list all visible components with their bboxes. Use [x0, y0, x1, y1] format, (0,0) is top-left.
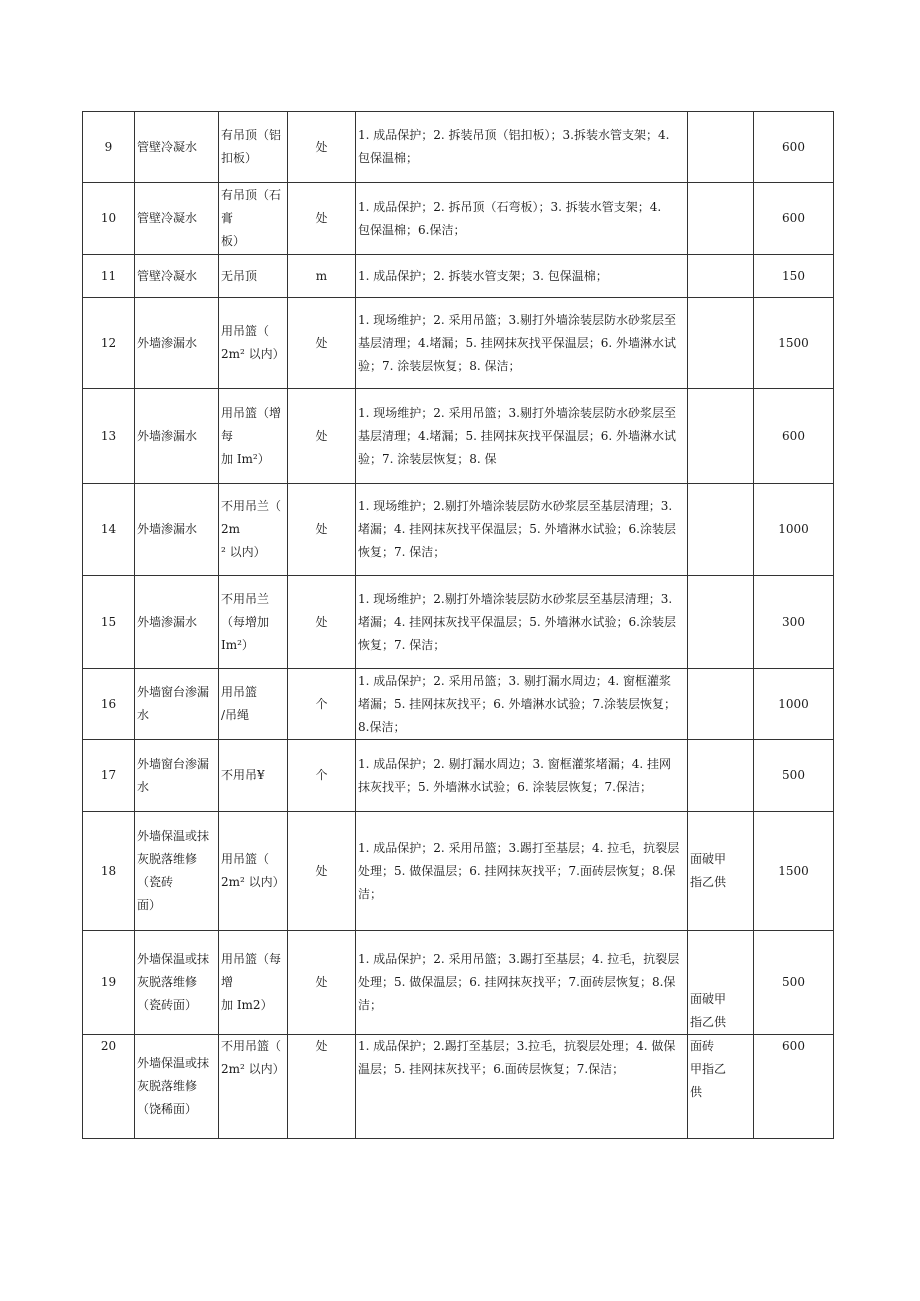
- item-name: 外墙窗台渗漏 水: [135, 669, 219, 740]
- item-name: 管壁冷凝水: [135, 183, 219, 255]
- item-price: 300: [754, 576, 834, 669]
- item-name: 外墙渗漏水: [135, 298, 219, 389]
- item-price: 1000: [754, 669, 834, 740]
- item-remark: 面破甲 指乙供: [688, 812, 754, 931]
- table-row: [83, 669, 834, 740]
- item-unit: 处: [288, 576, 356, 669]
- item-number: 18: [83, 812, 135, 931]
- item-name: 外墙渗漏水: [135, 389, 219, 484]
- table-row: [83, 812, 834, 931]
- item-name: 外墙保温或抹 灰脱落维修 （瓷砖面）: [135, 931, 219, 1035]
- item-work-content: 1. 现场维护；2. 采用吊篮；3.剔打外墙涂装层防水砂浆层至 基层清理；4.堵漏；5. 挂网抹灰找平保温层；6. 外墙淋水试 验；7. 涂装层恢复；8. 保洁；: [356, 298, 688, 389]
- item-condition: 不用吊兰 （每增加 Im²）: [219, 576, 288, 669]
- item-number: 13: [83, 389, 135, 484]
- table-row: [83, 1035, 834, 1139]
- item-price: 500: [754, 931, 834, 1035]
- item-price: 500: [754, 740, 834, 812]
- table-row: [83, 112, 834, 183]
- item-condition: 不用吊¥: [219, 740, 288, 812]
- item-work-content: 1. 成品保护；2. 拆吊顶（石弯板）；3. 拆装水管支架；4. 包保温棉；6.保洁；: [356, 183, 688, 255]
- item-work-content: 1. 成品保护；2. 采用吊篮；3.踢打至基层；4. 拉毛，抗裂层 处理；5. 做保温层；6. 挂网抹灰找平；7.面砖层恢复；8.保 洁；: [356, 931, 688, 1035]
- item-condition: 有吊顶（铝 扣板）: [219, 112, 288, 183]
- item-remark: [688, 298, 754, 389]
- item-name: 外墙保温或抹 灰脱落维修 （饶稀面）: [135, 1035, 219, 1139]
- item-name: 管壁冷凝水: [135, 112, 219, 183]
- item-unit: 个: [288, 669, 356, 740]
- item-number: 12: [83, 298, 135, 389]
- item-price: 1500: [754, 812, 834, 931]
- item-remark: [688, 389, 754, 484]
- item-remark: 面砖 甲指乙 供: [688, 1035, 754, 1139]
- item-number: 15: [83, 576, 135, 669]
- item-unit: 处: [288, 484, 356, 576]
- item-condition: 用吊篮（ 2m² 以内）: [219, 298, 288, 389]
- item-work-content: 1. 成品保护；2. 拆装吊顶（铝扣板）；3.拆装水管支架；4. 包保温棉；: [356, 112, 688, 183]
- table-row: [83, 740, 834, 812]
- item-unit: m: [288, 255, 356, 298]
- item-work-content: 1. 现场维护；2. 采用吊篮；3.剔打外墙涂装层防水砂浆层至 基层清理；4.堵漏；5. 挂网抹灰找平保温层；6. 外墙淋水试 验；7. 涂装层恢复；8. 保: [356, 389, 688, 484]
- item-number: 11: [83, 255, 135, 298]
- item-name: 外墙窗台渗漏 水: [135, 740, 219, 812]
- item-name: 外墙渗漏水: [135, 484, 219, 576]
- table-row: [83, 183, 834, 255]
- table-row: [83, 255, 834, 298]
- item-remark: [688, 255, 754, 298]
- item-work-content: 1. 成品保护；2. 采用吊篮；3.踢打至基层；4. 拉毛，抗裂层 处理；5. 做保温层；6. 挂网抹灰找平；7.面砖层恢复；8.保 洁；: [356, 812, 688, 931]
- item-number: 14: [83, 484, 135, 576]
- item-price: 1000: [754, 484, 834, 576]
- item-unit: 个: [288, 740, 356, 812]
- work-items-table: [82, 111, 834, 1139]
- item-price: 600: [754, 389, 834, 484]
- item-work-content: 1. 现场维护；2.剔打外墙涂装层防水砂浆层至基层清理；3. 堵漏；4. 挂网抹灰找平保温层；5. 外墙淋水试验；6.涂装层 恢复；7. 保洁；: [356, 484, 688, 576]
- item-number: 10: [83, 183, 135, 255]
- item-price: 1500: [754, 298, 834, 389]
- item-unit: 处: [288, 183, 356, 255]
- table-row: [83, 389, 834, 484]
- item-work-content: 1. 成品保护；2. 剔打漏水周边；3. 窗框灌浆堵漏；4. 挂网 抹灰找平；5. 外墙淋水试验；6. 涂装层恢复；7.保洁；: [356, 740, 688, 812]
- table-row: [83, 484, 834, 576]
- item-name: 外墙保温或抹 灰脱落维修 （瓷砖 面）: [135, 812, 219, 931]
- item-condition: 无吊顶: [219, 255, 288, 298]
- item-condition: 用吊篮（每 增 加 Im2）: [219, 931, 288, 1035]
- item-remark: [688, 112, 754, 183]
- item-name: 外墙渗漏水: [135, 576, 219, 669]
- item-number: 17: [83, 740, 135, 812]
- item-name: 管壁冷凝水: [135, 255, 219, 298]
- item-unit: 处: [288, 112, 356, 183]
- item-unit: 处: [288, 931, 356, 1035]
- table-row: [83, 298, 834, 389]
- item-condition: 不用吊篮（ 2m² 以内）: [219, 1035, 288, 1139]
- item-number: 9: [83, 112, 135, 183]
- item-unit: 处: [288, 812, 356, 931]
- table-row: [83, 931, 834, 1035]
- item-condition: 有吊顶（石 膏 板）: [219, 183, 288, 255]
- item-number: 19: [83, 931, 135, 1035]
- item-number: 20: [83, 1035, 135, 1139]
- table-row: [83, 576, 834, 669]
- item-condition: 用吊篮（ 2m² 以内）: [219, 812, 288, 931]
- item-condition: 不用吊兰（ 2m ² 以内）: [219, 484, 288, 576]
- item-work-content: 1. 成品保护；2. 采用吊篮；3. 剔打漏水周边；4. 窗框灌浆 堵漏；5. 挂网抹灰找平；6. 外墙淋水试验；7.涂装层恢复； 8.保洁；: [356, 669, 688, 740]
- item-price: 150: [754, 255, 834, 298]
- item-condition: 用吊篮 /吊绳: [219, 669, 288, 740]
- item-work-content: 1. 现场维护；2.剔打外墙涂装层防水砂浆层至基层清理；3. 堵漏；4. 挂网抹灰找平保温层；5. 外墙淋水试验；6.涂装层 恢复；7. 保洁；: [356, 576, 688, 669]
- item-condition: 用吊篮（增 每 加 Im²）: [219, 389, 288, 484]
- item-unit: 处: [288, 298, 356, 389]
- item-price: 600: [754, 183, 834, 255]
- item-remark: [688, 669, 754, 740]
- item-remark: [688, 183, 754, 255]
- item-number: 16: [83, 669, 135, 740]
- item-remark: [688, 576, 754, 669]
- item-unit: 处: [288, 1035, 356, 1139]
- item-unit: 处: [288, 389, 356, 484]
- item-remark: 面破甲 指乙供: [688, 931, 754, 1035]
- item-remark: [688, 484, 754, 576]
- item-price: 600: [754, 112, 834, 183]
- item-work-content: 1. 成品保护；2.踢打至基层；3.拉毛，抗裂层处理；4. 做保 温层；5. 挂网抹灰找平；6.面砖层恢复；7.保洁；: [356, 1035, 688, 1139]
- item-price: 600: [754, 1035, 834, 1139]
- item-remark: [688, 740, 754, 812]
- item-work-content: 1. 成品保护；2. 拆装水管支架；3. 包保温棉；: [356, 255, 688, 298]
